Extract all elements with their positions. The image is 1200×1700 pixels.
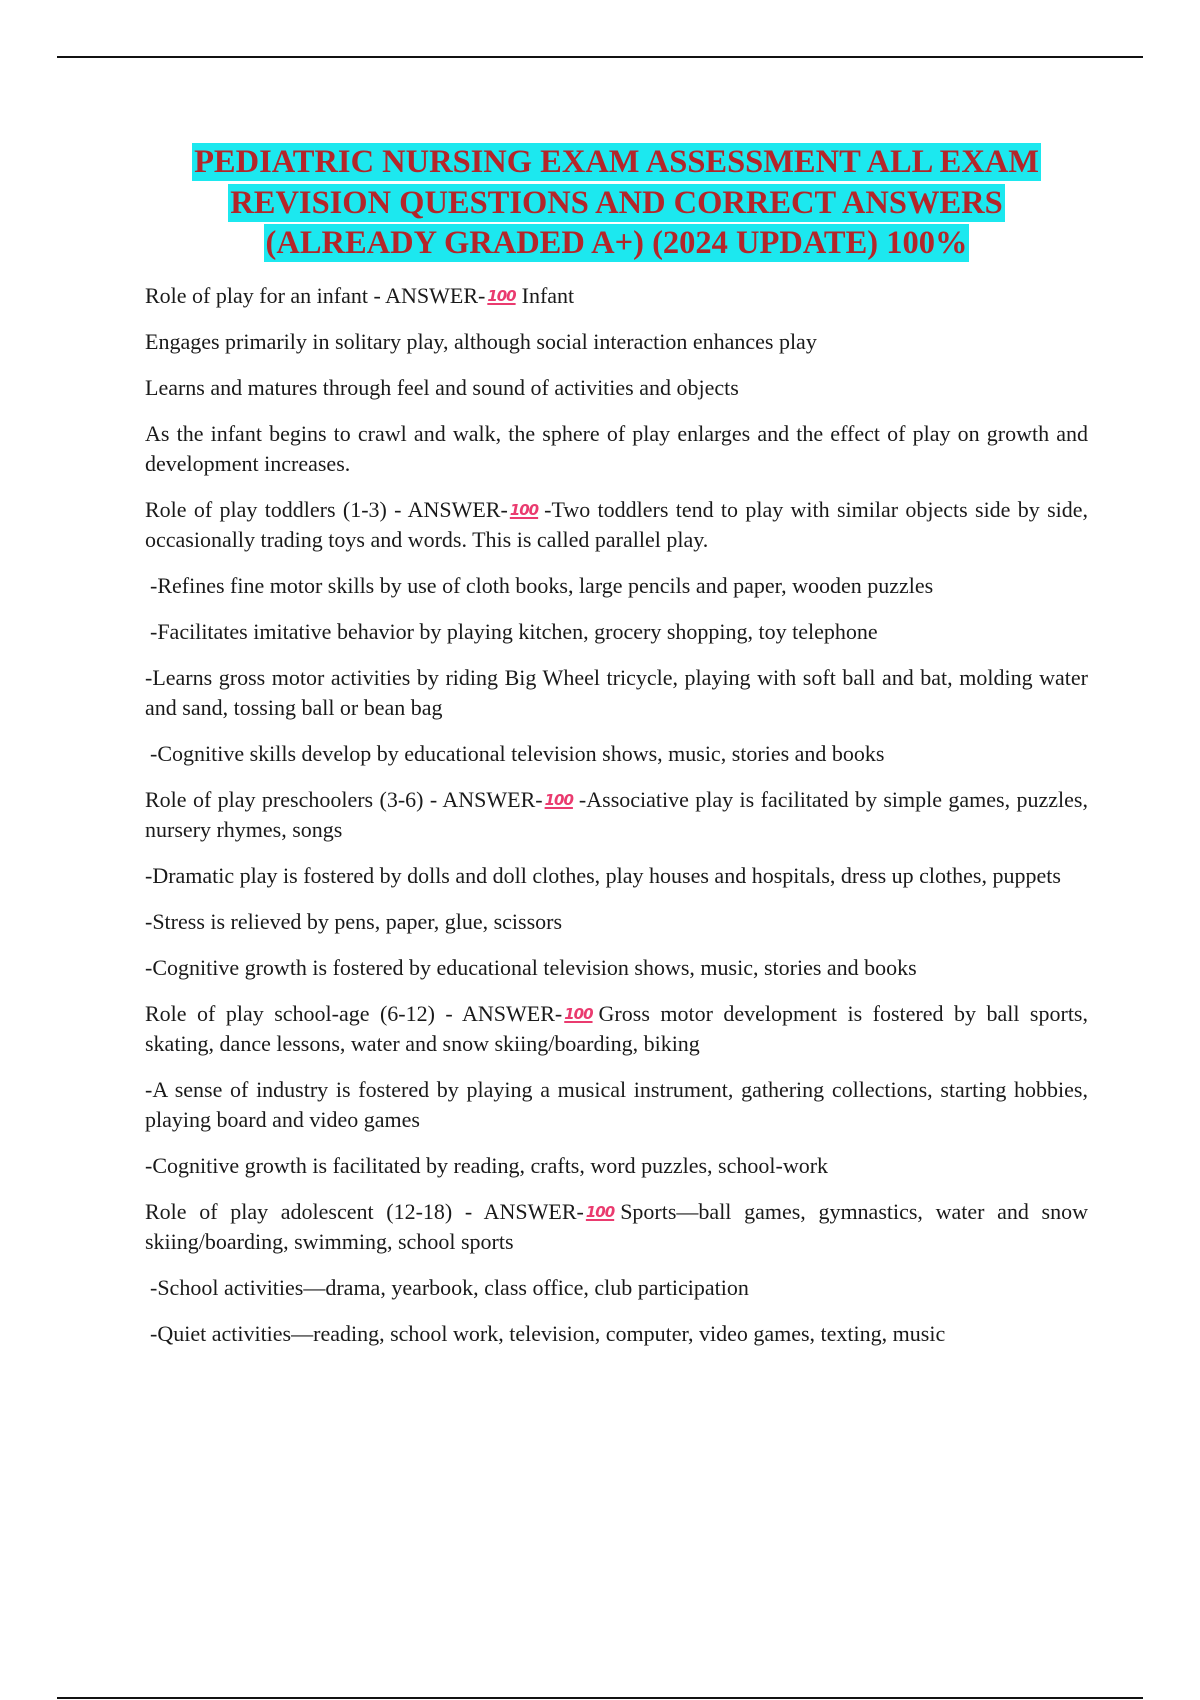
answer-detail-paragraph: Engages primarily in solitary play, although social interaction enhances play (145, 328, 817, 354)
answer-detail-paragraph: Learns and matures through feel and sound of activities and objects (145, 374, 739, 400)
document-page (145, 142, 1088, 1365)
answer-detail-paragraph: As the infant begins to crawl and walk, the sphere of play enlarges and the effect of play on growth and development increases. (145, 420, 1088, 476)
question-text: Role of play for an infant - ANSWER- (145, 282, 486, 308)
answer-text: -Associative play is facilitated by simple games, puzzles, nursery rhymes, songs (145, 786, 1088, 842)
answer-text: Infant (521, 282, 575, 308)
question-answer-paragraph (145, 495, 1088, 555)
question-text: Role of play toddlers (1-3) - ANSWER- (145, 496, 508, 522)
document-body (145, 281, 1088, 1349)
question-answer-paragraph (145, 999, 1088, 1059)
answer-text: -Two toddlers tend to play with similar objects side by side, occasionally trading toys and words. This is called parallel play. (145, 496, 1089, 552)
answer-text: Gross motor development is fostered by ball sports, skating, dance lessons, water and snow skiing/boarding, biking (145, 1000, 1088, 1056)
hundred-points-icon: 100 (487, 286, 516, 305)
bottom-rule (57, 1697, 1143, 1699)
question-answer-paragraph (145, 1197, 1088, 1257)
top-rule (57, 56, 1143, 58)
answer-detail-paragraph: -Dramatic play is fostered by dolls and doll clothes, play houses and hospitals, dress up clothes, puppets (145, 862, 1061, 888)
title-line-1: PEDIATRIC NURSING EXAM ASSESSMENT ALL EXAM (194, 144, 1039, 180)
title-line-2: REVISION QUESTIONS AND CORRECT ANSWERS (230, 184, 1003, 221)
answer-text: Sports—ball games, gymnastics, water and snow skiing/boarding, swimming, school sports (145, 1198, 1088, 1254)
hundred-points-icon: 100 (544, 790, 573, 809)
hundred-points-icon: 100 (509, 500, 539, 519)
question-answer-paragraph (145, 281, 1088, 311)
hundred-points-icon: 100 (564, 1004, 593, 1023)
question-text: Role of play school-age (6-12) - ANSWER- (145, 1000, 563, 1026)
answer-detail-paragraph: -School activities—drama, yearbook, class office, club participation (150, 1274, 749, 1300)
answer-detail-paragraph: -Stress is relieved by pens, paper, glue, scissors (145, 908, 563, 934)
answer-detail-paragraph: -Quiet activities—reading, school work, television, computer, video games, texting, music (150, 1320, 946, 1346)
answer-detail-paragraph: -Cognitive growth is facilitated by reading, crafts, word puzzles, school-work (145, 1152, 829, 1178)
answer-detail-paragraph: -Cognitive growth is fostered by educational television shows, music, stories and books (145, 954, 917, 980)
answer-detail-paragraph: -Facilitates imitative behavior by playing kitchen, grocery shopping, toy telephone (150, 618, 878, 644)
hundred-points-icon: 100 (585, 1202, 615, 1221)
answer-detail-paragraph: -Learns gross motor activities by riding Big Wheel tricycle, playing with soft ball and bat, molding water and sand, tossing ball or bean bag (145, 664, 1088, 720)
answer-detail-paragraph: -Cognitive skills develop by educational television shows, music, stories and books (150, 740, 885, 766)
question-answer-paragraph (145, 785, 1088, 845)
answer-detail-paragraph: -A sense of industry is fostered by playing a musical instrument, gathering collections, starting hobbies, playing board and video games (145, 1076, 1088, 1132)
document-title (145, 142, 1088, 264)
answer-detail-paragraph: -Refines fine motor skills by use of cloth books, large pencils and paper, wooden puzzles (150, 572, 934, 598)
question-text: Role of play adolescent (12-18) - ANSWER- (145, 1198, 584, 1224)
title-line-3: (ALREADY GRADED A+) (2024 UPDATE) 100% (265, 225, 968, 261)
question-text: Role of play preschoolers (3-6) - ANSWER- (145, 786, 543, 812)
